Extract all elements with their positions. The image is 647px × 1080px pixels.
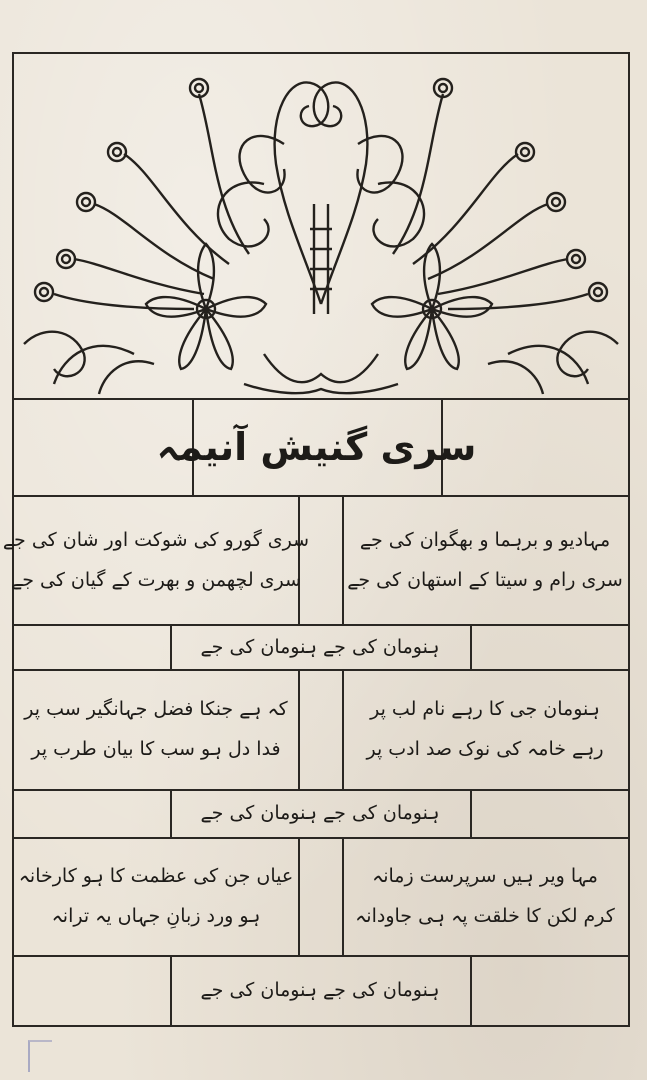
stanza-3-right-column [344,839,626,953]
refrain-line: ہنومان کی جے ہنومان کی جے [200,979,440,1001]
divider [470,624,472,669]
verse-line: کرم لکن کا خلقت پہ ہی جاودانہ [355,905,615,927]
stanza-2-left-column [16,671,296,787]
floral-ornament-illustration [14,54,628,399]
refrain-line: ہنومان کی جے ہنومان کی جے [200,635,440,658]
verse-line: سری رام و سیتا کے استھان کی جے [347,568,623,591]
divider [470,955,472,1025]
verse-line: ہو ورد زبانِ جہاں یہ ترانہ [51,905,261,927]
verse-line: مہا ویر ہیں سرپرست زمانہ [372,865,598,887]
verse-line: سری گورو کی شوکت اور شان کی جے [2,528,310,551]
stanza-1-right-column [344,497,626,622]
verse-line: کہ ہے جنکا فضل جہانگیر سب پر [24,698,288,720]
verse-line: رہے خامہ کی نوک صد ادب پر [366,738,604,760]
stanza-2-right-column [344,671,626,787]
divider [470,789,472,837]
verse-line: مہادیو و برہما و بھگوان کی جے [359,528,611,551]
page-title: سری گنیش آنیمہ [156,424,477,469]
ink-mark [28,1040,52,1072]
verse-line: فدا دل ہو سب کا بیان طرب پر [31,738,281,760]
refrain-line: ہنومان کی جے ہنومان کی جے [200,802,440,824]
stanza-3-left-column [16,839,296,953]
divider [298,669,300,789]
divider [298,837,300,955]
verse-line: سری لچھمن و بھرت کے گیان کی جے [11,568,301,591]
stanza-1-left-column [2,497,310,622]
verse-line: عیاں جن کی عظمت کا ہو کارخانہ [18,865,294,887]
verse-line: ہنومان جی کا رہے نام لب پر [370,698,600,720]
